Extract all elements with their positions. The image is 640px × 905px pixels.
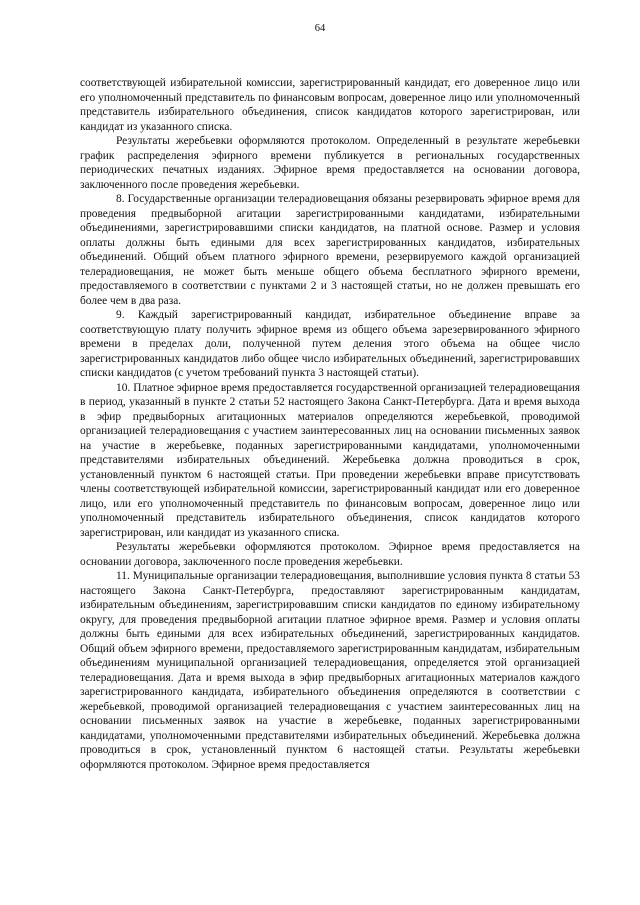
paragraph-item-8: 8. Государственные организации телерадиовещания обязаны резервировать эфирное время для проведения предвыборной агитации зарегистрированными кандидатами, избирательными объединениями, зарегистрировавшими списки кандидатов, на платной основе. Размер и условия оплаты должны быть едиными для всех зарегистрированных кандидатов, избирательных объединений. Общий объем платного эфирного времени, резервируемого каждой организацией телерадиовещания, не может быть меньше общего объема бесплатного эфирного времени, предоставляемого в соответствии с пунктами 2 и 3 настоящей статьи, но не должен превышать его более чем в два раза.	[80, 193, 580, 307]
paragraph-results: Результаты жеребьевки оформляются протоколом. Эфирное время предоставляется на основании договора, заключенного после проведения жеребьевки.	[80, 541, 580, 568]
paragraph-1: соответствующей избирательной комиссии, зарегистрированный кандидат, его доверенное лицо или его уполномоченный представитель по финансовым вопросам, доверенное лицо или уполномоченный представитель избирательного объединения, список кандидатов которого зарегистрирован, или кандидат из указанного списка.	[80, 77, 580, 133]
document-body	[80, 76, 580, 772]
paragraph-item-11: 11. Муниципальные организации телерадиовещания, выполнившие условия пункта 8 статьи 53 настоящего Закона Санкт-Петербурга, предоставляют зарегистрированным кандидатам, избирательным объединениям, зарегистрировавшим списки кандидатов по единому избирательному округу, для проведения предвыборной агитации платное эфирное время. Размер и условия оплаты должны быть едиными для всех избирательных объединений, зарегистрированных кандидатов. Общий объем эфирного времени, предоставляемого зарегистрированным кандидатам, избирательным объединениям муниципальной организацией телерадиовещания, определяется этой организацией телерадиовещания. Дата и время выхода в эфир предвыборных агитационных материалов каждого зарегистрированного кандидата, избирательного объединения определяются в соответствии с жеребьевкой, проводимой организацией телерадиовещания с участием заинтересованных лиц на основании письменных заявок на участие в жеребьевке, поданных зарегистрированными кандидатами, уполномоченными представителями избирательных объединений. Жеребьевка должна проводиться в срок, установленный пунктом 6 настоящей статьи. Результаты жеребьевки оформляются протоколом. Эфирное время предоставляется	[80, 570, 580, 771]
paragraph-item-10: 10. Платное эфирное время предоставляется государственной организацией телерадиовещания в период, указанный в пункте 2 статьи 52 настоящего Закона Санкт-Петербурга. Дата и время выхода в эфир предвыборных агитационных материалов определяются жеребьевкой, проводимой организацией телерадиовещания с участием заинтересованных лиц на основании письменных заявок на участие в жеребьевке, поданных зарегистрированными кандидатами, уполномоченными представителями избирательных объединений. Жеребьевка должна проводиться в срок, установленный пунктом 6 настоящей статьи. При проведении жеребьевки вправе присутствовать члены соответствующей избирательной комиссии, зарегистрированный кандидат или его доверенное лицо, или его уполномоченный представитель по финансовым вопросам, доверенное лицо или уполномоченный представитель избирательного объединения, список кандидатов которого зарегистрирован, или кандидат из указанного списка.	[80, 381, 580, 539]
paragraph-item-9: 9. Каждый зарегистрированный кандидат, избирательное объединение вправе за соответствующую плату получить эфирное время из общего объема зарезервированного эфирного времени в пределах доли, полученной путем деления этого объема на общее число зарегистрированных кандидатов либо общее число избирательных объединений, зарегистрировавших списки кандидатов (с учетом требований пункта 3 настоящей статьи).	[80, 309, 580, 379]
page-number: 64	[314, 23, 326, 34]
paragraph-2: Результаты жеребьевки оформляются протоколом. Определенный в результате жеребьевки график распределения эфирного времени публикуется в региональных государственных периодических печатных изданиях. Эфирное время предоставляется на основании договора, заключенного после проведения жеребьевки.	[80, 135, 580, 191]
